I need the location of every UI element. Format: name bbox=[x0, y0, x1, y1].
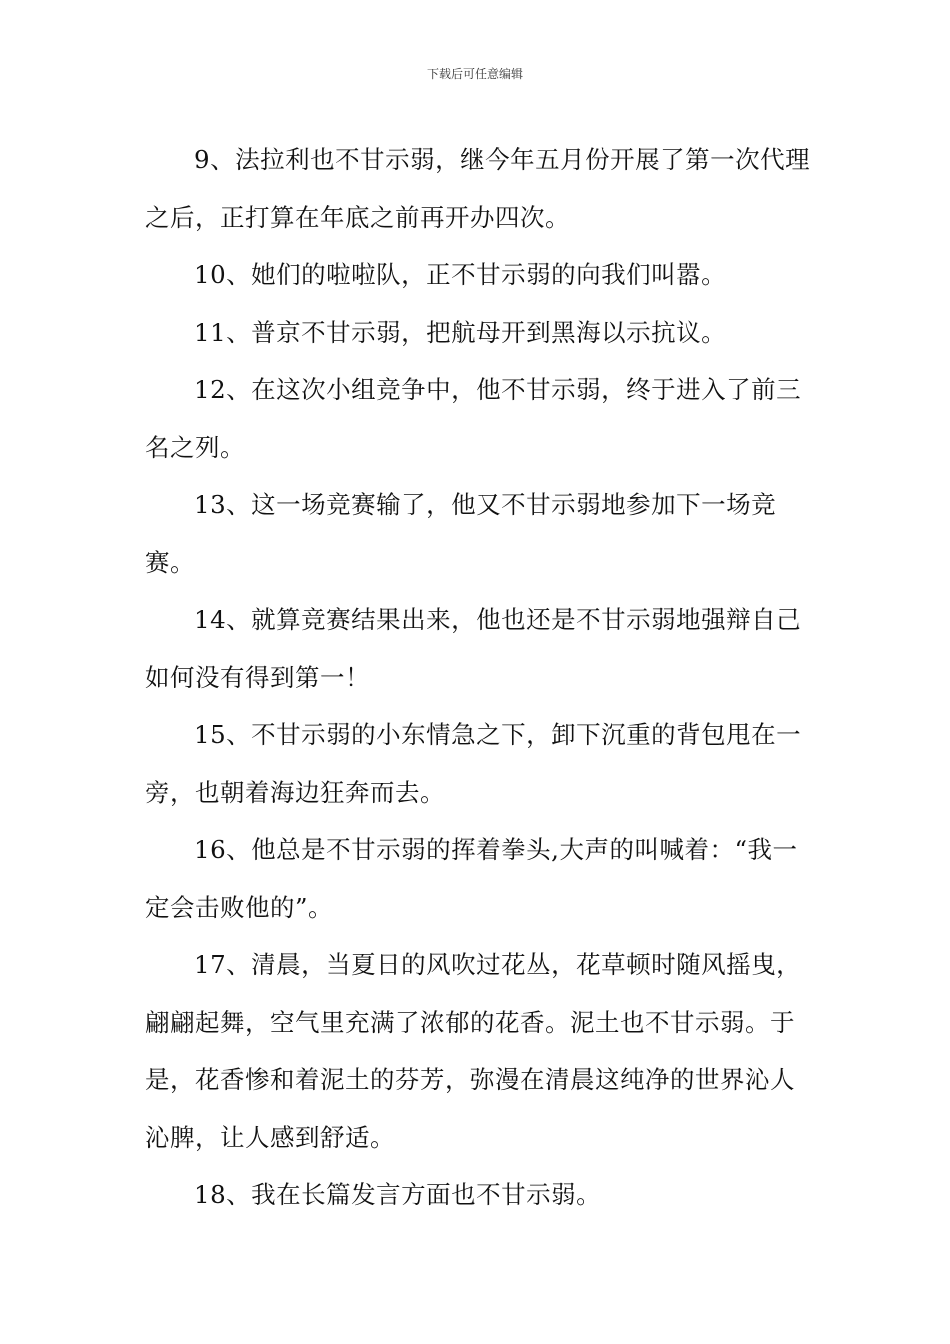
paragraph-14: 14、就算竞赛结果出来，他也还是不甘示弱地强辩自己如何没有得到第一！ bbox=[145, 605, 802, 692]
paragraph-12: 12、在这次小组竞争中，他不甘示弱，终于进入了前三名之列。 bbox=[145, 375, 802, 462]
paragraph-13: 13、这一场竞赛输了，他又不甘示弱地参加下一场竞赛。 bbox=[145, 490, 777, 577]
paragraph-18: 18、我在长篇发言方面也不甘示弱。 bbox=[194, 1180, 602, 1209]
page-header: 下载后可任意编辑 bbox=[426, 67, 523, 81]
document-body bbox=[145, 131, 815, 1224]
paragraph-16: 16、他总是不甘示弱的挥着拳头,大声的叫喊着：“我一定会击败他的”。 bbox=[145, 835, 798, 922]
paragraph-11: 11、普京不甘示弱，把航母开到黑海以示抗议。 bbox=[194, 317, 727, 347]
paragraph-15: 15、不甘示弱的小东情急之下，卸下沉重的背包甩在一旁，也朝着海边狂奔而去。 bbox=[145, 720, 802, 807]
paragraph-9: 9、法拉利也不甘示弱，继今年五月份开展了第一次代理之后，正打算在年底之前再开办四次。 bbox=[145, 145, 811, 232]
paragraph-10: 10、她们的啦啦队，正不甘示弱的向我们叫嚣。 bbox=[194, 260, 727, 289]
paragraph-17: 17、清晨，当夏日的风吹过花丛，花草顿时随风摇曳，翩翩起舞，空气里充满了浓郁的花香。泥土也不甘示弱。于是，花香惨和着泥土的芬芳，弥漫在清晨这纯净的世界沁人沁脾，让人感到舒适。 bbox=[145, 950, 802, 1152]
